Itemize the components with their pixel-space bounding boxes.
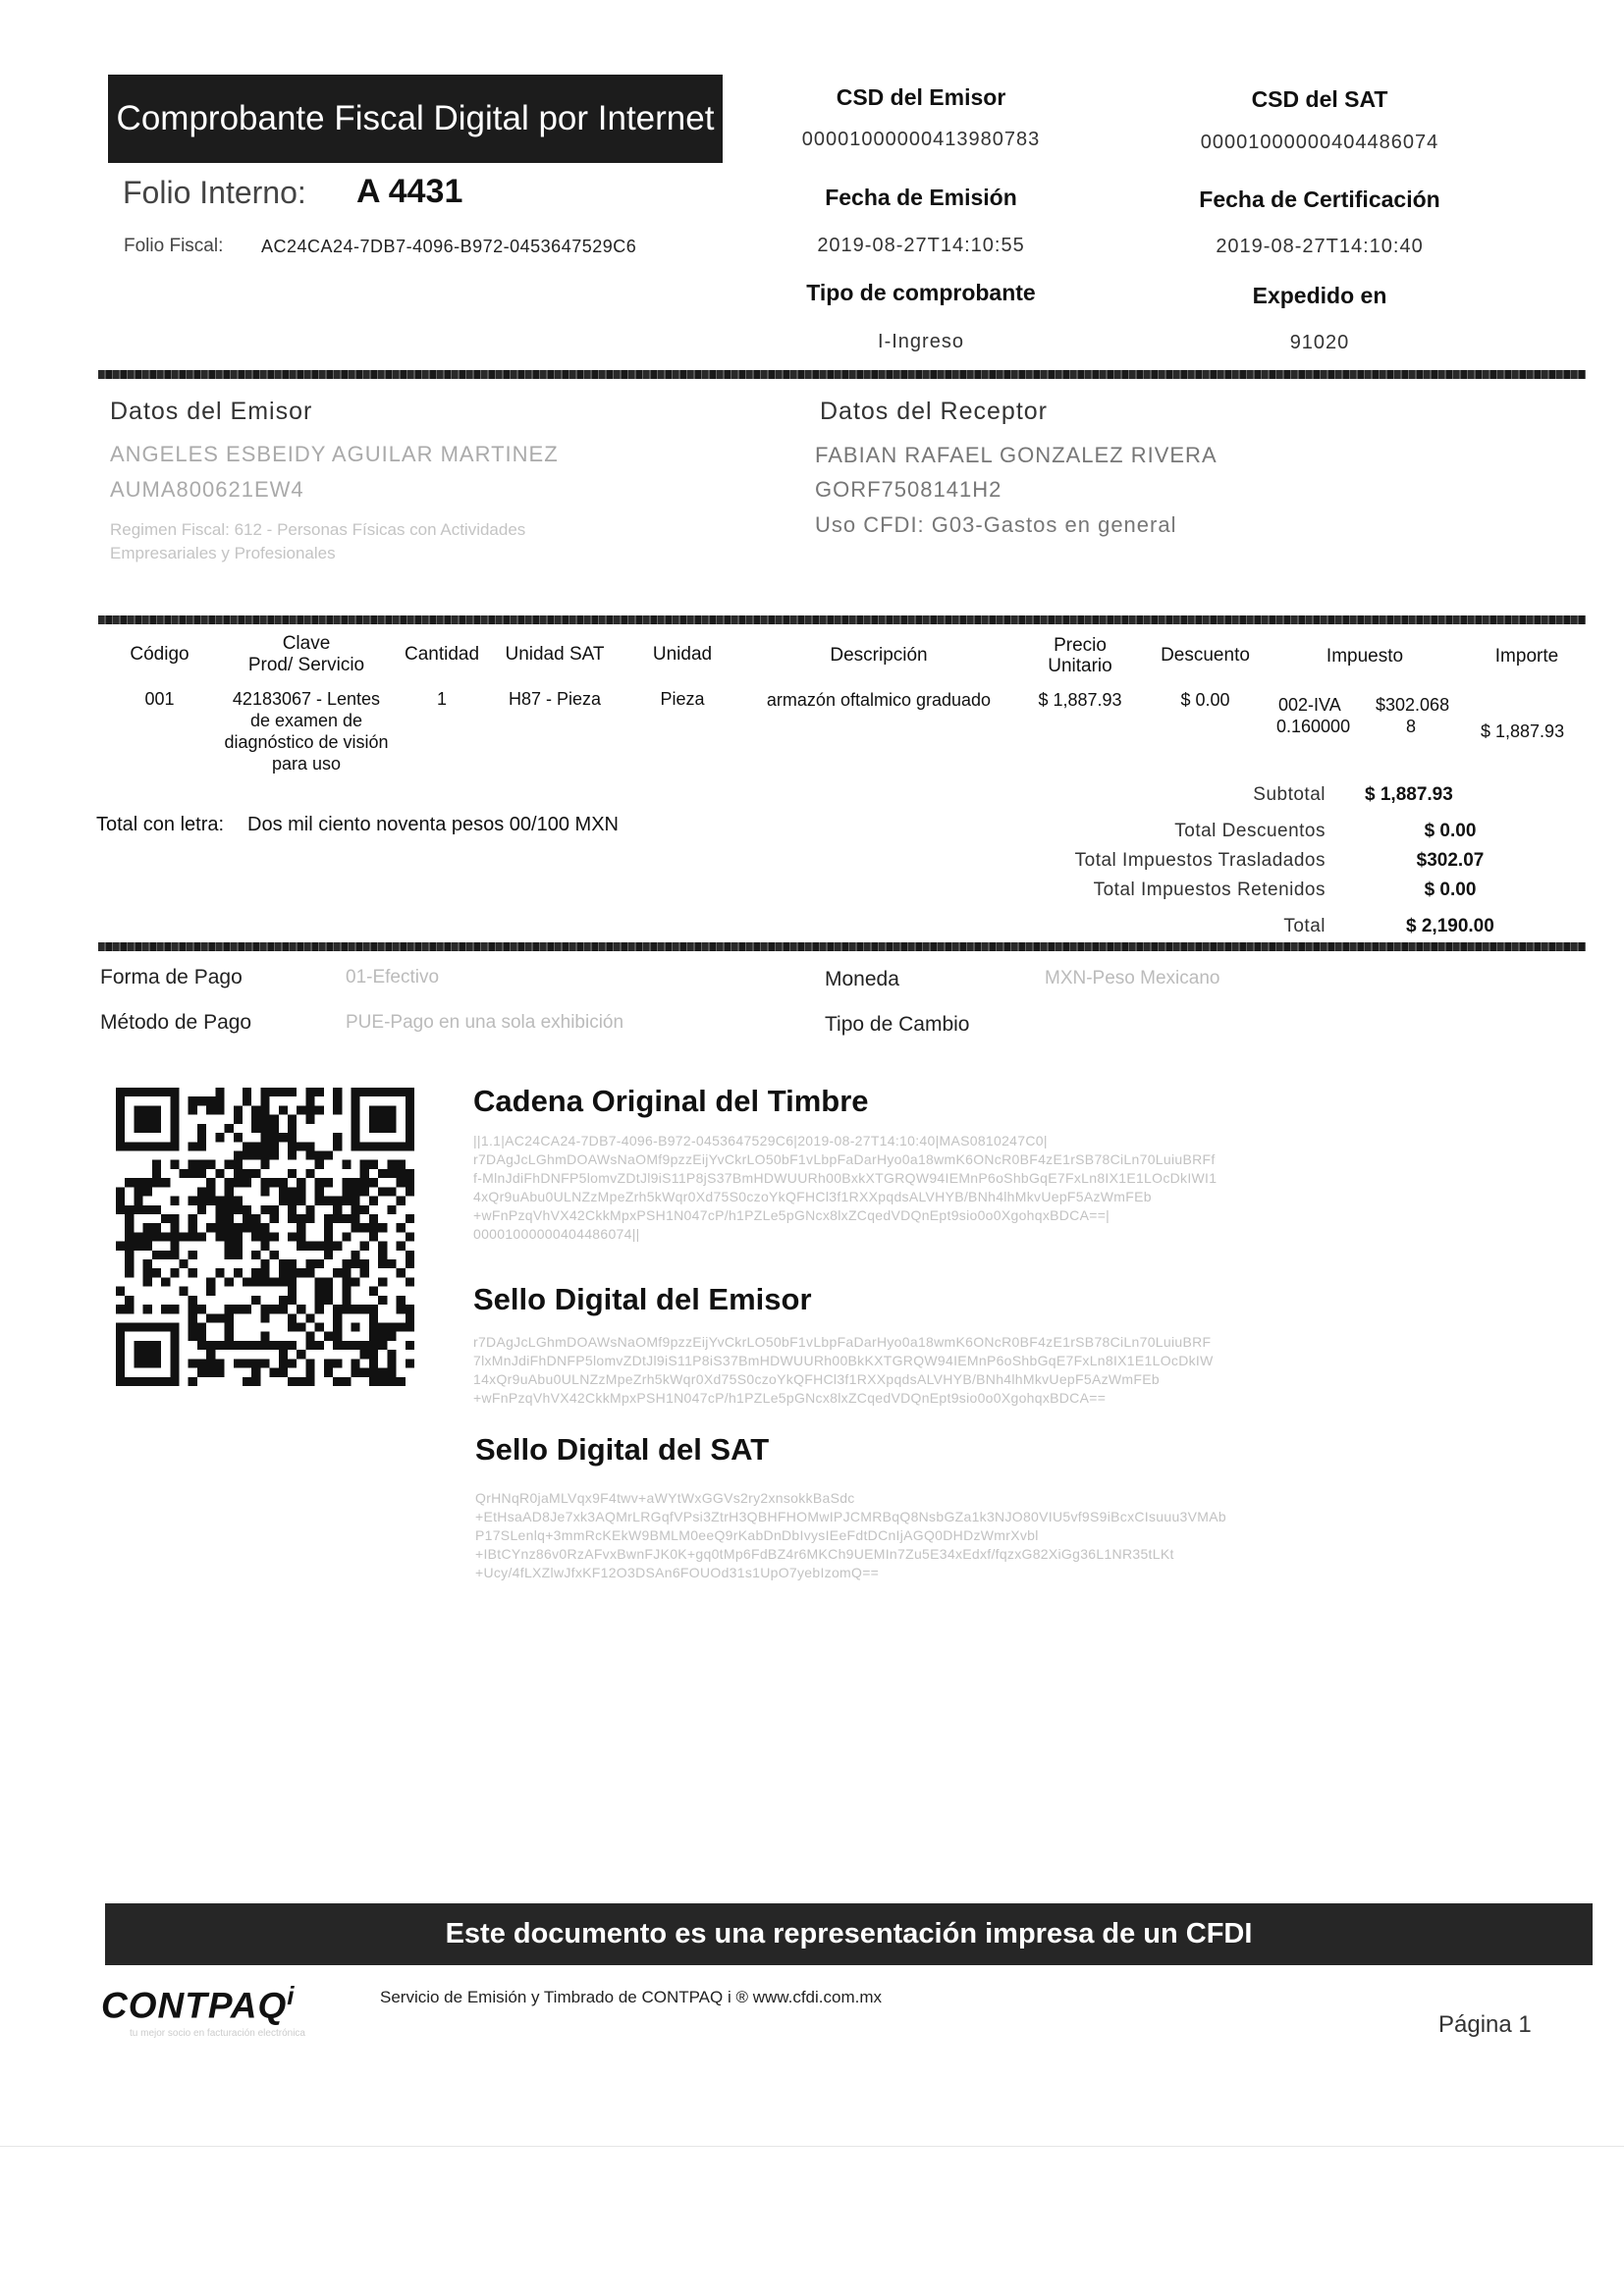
total-label: Total bbox=[1283, 916, 1326, 936]
total-retenidos-label: Total Impuestos Retenidos bbox=[1093, 880, 1326, 900]
divider bbox=[98, 370, 1586, 379]
page-edge-divider bbox=[0, 2146, 1624, 2147]
receptor-uso-cfdi: Uso CFDI: G03-Gastos en general bbox=[815, 512, 1177, 537]
hash-line: 7lxMnJdiFhDNFP5lomvZDtJl9iS11P8iS37BmHDWUURh00BkKXTGRQW94IEMnP6oShbGqE7FxLn8IX1E1LOcDkIW bbox=[473, 1353, 1214, 1368]
page-number: Página 1 bbox=[1438, 2011, 1532, 2038]
fecha-certificacion-value: 2019-08-27T14:10:40 bbox=[1216, 236, 1424, 257]
fecha-certificacion-label: Fecha de Certificación bbox=[1199, 187, 1440, 212]
emisor-rfc: AUMA800621EW4 bbox=[110, 477, 304, 502]
total-trasladados-value: $302.07 bbox=[1416, 850, 1485, 871]
total-value: $ 2,190.00 bbox=[1406, 916, 1494, 936]
hash-line: +IBtCYnz86v0RzAFvxBwnFJK0K+gq0tMp6FdBZ4r6MKCh9UEMIn7Zu5E34xEdxf/fqzxG82XiGg36L1NR35tLKt bbox=[475, 1546, 1174, 1562]
hash-line: 14xQr9uAbu0ULNZzMpeZrh5kWqr0Xd75S0czoYkQFHCl3f1RXXpqdsALVHYB/BNh4lhMkvUepF5AzWmFEb bbox=[473, 1371, 1160, 1387]
hash-line: 00001000000404486074|| bbox=[473, 1226, 640, 1242]
expedido-en-label: Expedido en bbox=[1252, 283, 1387, 308]
sello-sat-text bbox=[475, 1489, 1624, 1582]
hash-line: ||1.1|AC24CA24-7DB7-4096-B972-0453647529C6|2019-08-27T14:10:40|MAS0810247C0| bbox=[473, 1133, 1048, 1148]
metodo-pago-label: Método de Pago bbox=[100, 1011, 252, 1034]
hash-line: f-MlnJdiFhDNFP5lomvZDtJl9iS11P8jS37BmHDWUURh00BxkXTGRQW94IEMnP6oShbGqE7FxLn8IX1E1LOcDkIWI1 bbox=[473, 1170, 1218, 1186]
receptor-section-title: Datos del Receptor bbox=[820, 398, 1049, 425]
hash-line: +wFnPzqVhVX42CkkMpxPSH1N047cP/h1PZLe5pGNcx8lxZCqedVDQnEpt9sio0o0XgohqxBDCA== bbox=[473, 1390, 1107, 1406]
sello-emisor-title: Sello Digital del Emisor bbox=[473, 1282, 812, 1316]
cell-impuesto-tasa: 0.160000 bbox=[1276, 717, 1351, 736]
emisor-regimen-line2: Empresariales y Profesionales bbox=[110, 544, 336, 562]
col-header-precio-1: Precio bbox=[1054, 635, 1107, 656]
col-header-impuesto: Impuesto bbox=[1326, 646, 1404, 667]
hash-line: +EtHsaAD8Je7xk3AQMrLRGqfVPsi3ZtrH3QBHFHOMwIPJCMRBqQ8NsbGZa1k3NJO80VIU5vf9S9iBcxCIsuuu3VMAb bbox=[475, 1509, 1226, 1524]
divider bbox=[98, 615, 1586, 624]
receptor-rfc: GORF7508141H2 bbox=[815, 477, 1002, 502]
cadena-original-text bbox=[473, 1132, 1624, 1244]
subtotal-value: $ 1,887.93 bbox=[1365, 784, 1453, 805]
tipo-cambio-label: Tipo de Cambio bbox=[825, 1013, 970, 1036]
divider bbox=[98, 942, 1586, 951]
emisor-section-title: Datos del Emisor bbox=[110, 398, 313, 425]
total-descuentos-label: Total Descuentos bbox=[1174, 821, 1326, 841]
col-header-unidad: Unidad bbox=[652, 644, 713, 665]
emisor-regimen-line1: Regimen Fiscal: 612 - Personas Físicas con Actividades bbox=[110, 520, 526, 539]
hash-line: r7DAgJcLGhmDOAWsNaOMf9pzzEijYvCkrLO50bF1vLbpFaDarHyo0a18wmK6ONcR0BF4zE1rSB78CiLn70LuiuBRF bbox=[473, 1334, 1212, 1350]
cell-descuento: $ 0.00 bbox=[1180, 690, 1230, 710]
cadena-original-title: Cadena Original del Timbre bbox=[473, 1084, 869, 1118]
forma-pago-label: Forma de Pago bbox=[100, 966, 243, 988]
csd-emisor-value: 00001000000413980783 bbox=[801, 129, 1041, 150]
cell-unidad-sat: H87 - Pieza bbox=[508, 689, 602, 709]
moneda-value: MXN-Peso Mexicano bbox=[1045, 968, 1220, 988]
col-header-unidad-sat: Unidad SAT bbox=[505, 644, 605, 665]
cell-cantidad: 1 bbox=[436, 689, 447, 709]
metodo-pago-value: PUE-Pago en una sola exhibición bbox=[346, 1012, 624, 1033]
col-header-clave-2: Prod/ Servicio bbox=[247, 655, 365, 675]
total-descuentos-value: $ 0.00 bbox=[1424, 821, 1477, 841]
col-header-descripcion: Descripción bbox=[830, 645, 928, 666]
sello-emisor-text bbox=[473, 1333, 1624, 1408]
col-header-codigo: Código bbox=[130, 644, 189, 665]
folio-fiscal-value: AC24CA24-7DB7-4096-B972-0453647529C6 bbox=[261, 237, 637, 256]
csd-sat-label: CSD del SAT bbox=[1251, 86, 1388, 112]
total-trasladados-label: Total Impuestos Trasladados bbox=[1074, 850, 1326, 871]
csd-emisor-label: CSD del Emisor bbox=[836, 84, 1006, 110]
cell-precio: $ 1,887.93 bbox=[1038, 690, 1122, 710]
cfdi-notice-banner: Este documento es una representación impresa de un CFDI bbox=[105, 1903, 1593, 1965]
document-title: Comprobante Fiscal Digital por Internet bbox=[108, 75, 723, 163]
cell-impuesto-monto-cont: 8 bbox=[1406, 717, 1417, 736]
cell-unidad: Pieza bbox=[660, 689, 705, 709]
sello-sat-title: Sello Digital del SAT bbox=[475, 1432, 770, 1467]
cell-clave-line1: 42183067 - Lentes bbox=[232, 689, 381, 709]
hash-line: P17SLenlq+3mmRcKEkW9BMLM0eeQ9rKabDnDbIvysIEeFdtDCnIjAGQ0DHDzWmrXvbl bbox=[475, 1527, 1039, 1543]
col-header-descuento: Descuento bbox=[1161, 645, 1250, 666]
hash-line: +wFnPzqVhVX42CkkMpxPSH1N047cP/h1PZLe5pGNcx8lxZCqedVDQnEpt9sio0o0XgohqxBDCA==| bbox=[473, 1207, 1110, 1223]
expedido-en-value: 91020 bbox=[1289, 332, 1350, 353]
hash-line: 4xQr9uAbu0ULNZzMpeZrh5kWqr0Xd75S0czoYkQFHCl3f1RXXpqdsALVHYB/BNh4lhMkvUepF5AzWmFEb bbox=[473, 1189, 1152, 1204]
total-letra-value: Dos mil ciento noventa pesos 00/100 MXN bbox=[247, 814, 619, 835]
fecha-emision-value: 2019-08-27T14:10:55 bbox=[817, 235, 1025, 256]
hash-line: QrHNqR0jaMLVqx9F4twv+aWYtWxGGVs2ry2xnsokkBaSdc bbox=[475, 1490, 855, 1506]
service-text: Servicio de Emisión y Timbrado de CONTPAQ i ® www.cfdi.com.mx bbox=[380, 1988, 883, 2006]
cell-clave-line2: de examen de bbox=[249, 711, 363, 730]
qr-code bbox=[116, 1088, 414, 1386]
fecha-emision-label: Fecha de Emisión bbox=[825, 185, 1017, 210]
hash-line: r7DAgJcLGhmDOAWsNaOMf9pzzEijYvCkrLO50bF1vLbpFaDarHyo0a18wmK6ONcR0BF4zE1rSB78CiLn70LuiuBRFf bbox=[473, 1151, 1216, 1167]
contpaq-logo bbox=[101, 1981, 296, 2026]
logo-tagline: tu mejor socio en facturación electrónica bbox=[130, 2028, 305, 2039]
folio-interno-value: A 4431 bbox=[356, 173, 463, 210]
tipo-comprobante-label: Tipo de comprobante bbox=[806, 280, 1036, 305]
col-header-precio-2: Unitario bbox=[1048, 656, 1112, 676]
emisor-name: ANGELES ESBEIDY AGUILAR MARTINEZ bbox=[110, 442, 559, 466]
logo-i: i bbox=[287, 1981, 296, 2010]
total-letra-label: Total con letra: bbox=[96, 814, 225, 835]
logo-text: CONTPAQ bbox=[101, 1985, 288, 2026]
folio-fiscal-label: Folio Fiscal: bbox=[124, 236, 224, 256]
cell-impuesto-monto: $302.068 bbox=[1376, 695, 1450, 715]
forma-pago-value: 01-Efectivo bbox=[346, 967, 440, 988]
cell-importe: $ 1,887.93 bbox=[1481, 721, 1565, 741]
cell-clave-line4: para uso bbox=[271, 754, 342, 774]
moneda-label: Moneda bbox=[825, 968, 899, 990]
cell-impuesto-tipo: 002-IVA bbox=[1278, 695, 1341, 715]
total-retenidos-value: $ 0.00 bbox=[1424, 880, 1477, 900]
cell-descripcion: armazón oftalmico graduado bbox=[766, 690, 992, 710]
tipo-comprobante-value: I-Ingreso bbox=[878, 331, 964, 352]
cell-clave-line3: diagnóstico de visión bbox=[224, 732, 389, 752]
folio-interno-label: Folio Interno: bbox=[123, 175, 306, 210]
receptor-name: FABIAN RAFAEL GONZALEZ RIVERA bbox=[815, 443, 1218, 467]
hash-line: +Ucy/4fLXZlwJfxKF12O3DSAn6FOUOd31s1UpO7yebIzomQ== bbox=[475, 1565, 880, 1580]
csd-sat-value: 00001000000404486074 bbox=[1200, 132, 1439, 153]
col-header-cantidad: Cantidad bbox=[404, 644, 480, 665]
col-header-clave-1: Clave bbox=[282, 633, 331, 654]
col-header-importe: Importe bbox=[1494, 646, 1559, 667]
subtotal-label: Subtotal bbox=[1253, 784, 1326, 805]
cell-codigo: 001 bbox=[144, 689, 175, 709]
